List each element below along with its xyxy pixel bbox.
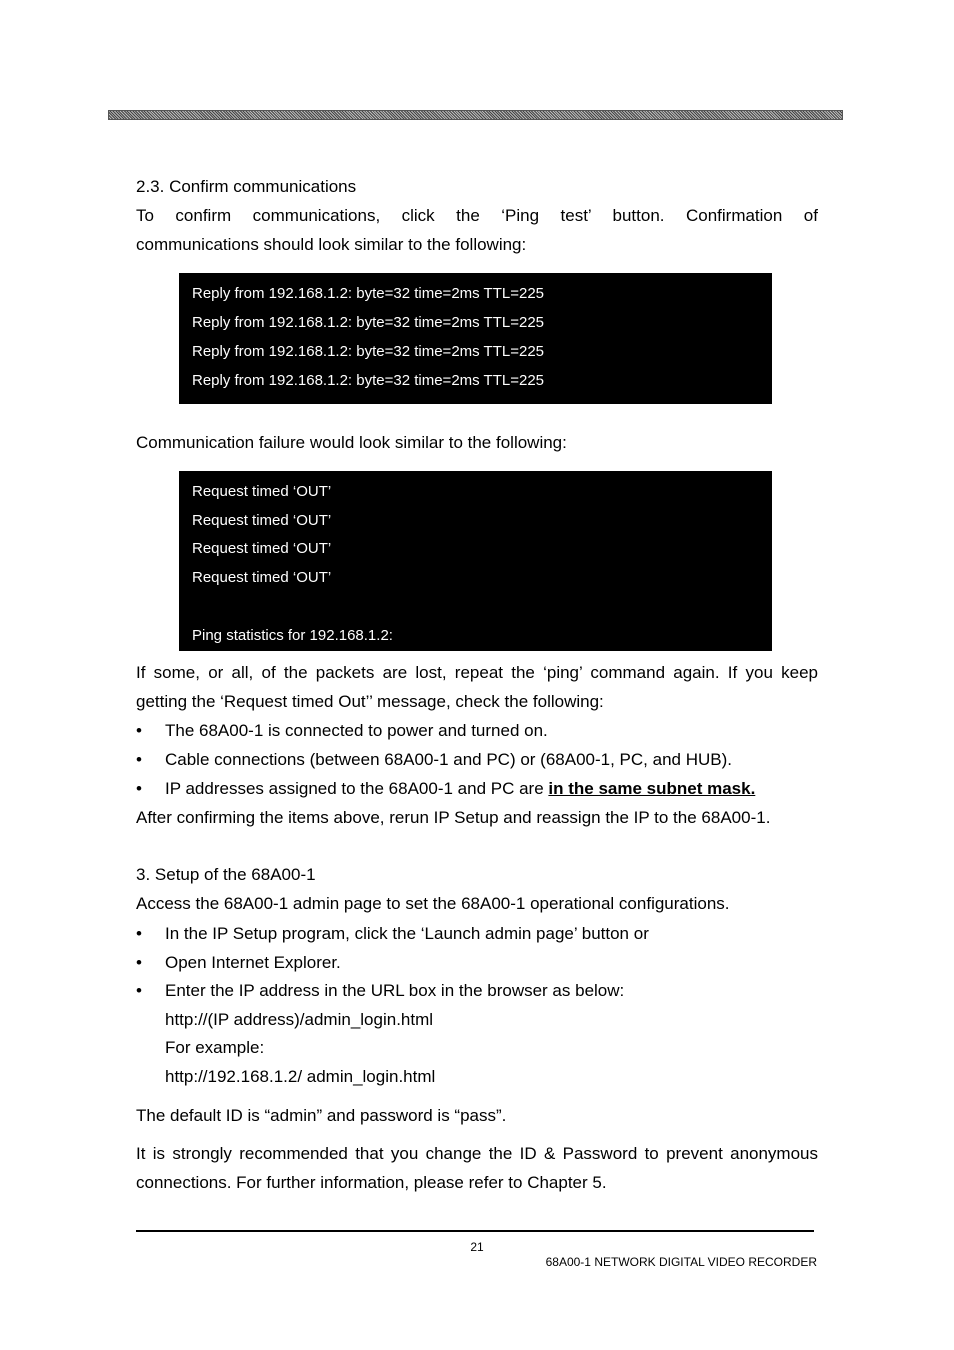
list-item-text: The 68A00-1 is connected to power and turned on. <box>165 721 548 740</box>
console-line: Request timed ‘OUT’ <box>192 512 332 529</box>
paragraph-line: Access the 68A00-1 admin page to set the 68A00-1 operational configurations. <box>136 894 730 913</box>
list-item-text: In the IP Setup program, click the ‘Launch admin page’ button or <box>165 924 649 943</box>
list-item-prefix: IP addresses assigned to the 68A00-1 and PC are <box>165 779 549 798</box>
console-line: Reply from 192.168.1.2: byte=32 time=2ms TTL=225 <box>192 372 545 389</box>
bullet-glyph: • <box>136 750 142 769</box>
example-url: http://192.168.1.2/ admin_login.html <box>165 1067 436 1086</box>
paragraph-line: getting the ‘Request timed Out’’ message, check the following: <box>136 692 604 711</box>
paragraph-line: It is strongly recommended that you change the ID & Password to prevent anonymous <box>136 1144 818 1163</box>
footer-divider <box>136 1230 814 1232</box>
paragraph-line: Communication failure would look similar to the following: <box>136 433 567 452</box>
bullet-glyph: • <box>136 779 142 798</box>
paragraph-line: connections. For further information, please refer to Chapter 5. <box>136 1173 607 1192</box>
section-heading: 3. Setup of the 68A00-1 <box>136 865 316 884</box>
bullet-glyph: • <box>136 924 142 943</box>
example-label: For example: <box>165 1038 265 1057</box>
paragraph-line: The default ID is “admin” and password is “pass”. <box>136 1106 507 1125</box>
bullet-glyph: • <box>136 721 142 740</box>
console-line: Reply from 192.168.1.2: byte=32 time=2ms TTL=225 <box>192 314 545 331</box>
list-item-text <box>165 774 755 803</box>
list-item-text: Open Internet Explorer. <box>165 953 341 972</box>
ping-success-console <box>179 273 772 404</box>
paragraph-line: After confirming the items above, rerun IP Setup and reassign the IP to the 68A00-1. <box>136 808 771 827</box>
list-item-text: Cable connections (between 68A00-1 and PC) or (68A00-1, PC, and HUB). <box>165 750 732 769</box>
bullet-glyph: • <box>136 981 142 1000</box>
header-decorative-bar <box>108 110 843 120</box>
paragraph-line: To confirm communications, click the ‘Ping test’ button. Confirmation of <box>136 206 818 225</box>
list-item-text: Enter the IP address in the URL box in the browser as below: <box>165 981 625 1000</box>
console-line: Request timed ‘OUT’ <box>192 569 332 586</box>
url-template: http://(IP address)/admin_login.html <box>165 1010 434 1029</box>
footer-product-name: 68A00-1 NETWORK DIGITAL VIDEO RECORDER <box>545 1255 817 1269</box>
console-line: Reply from 192.168.1.2: byte=32 time=2ms TTL=225 <box>192 343 545 360</box>
console-stats-line: Ping statistics for 192.168.1.2: <box>192 627 393 644</box>
page-number: 21 <box>470 1240 484 1254</box>
console-line: Reply from 192.168.1.2: byte=32 time=2ms TTL=225 <box>192 285 545 302</box>
console-line: Request timed ‘OUT’ <box>192 483 332 500</box>
paragraph-line: If some, or all, of the packets are lost, repeat the ‘ping’ command again. If you keep <box>136 663 818 682</box>
paragraph-line: communications should look similar to the following: <box>136 235 527 254</box>
section-heading: 2.3. Confirm communications <box>136 177 357 196</box>
console-line: Request timed ‘OUT’ <box>192 540 332 557</box>
emphasis-text: in the same subnet mask. <box>548 779 756 798</box>
bullet-glyph: • <box>136 953 142 972</box>
ping-failure-console <box>179 471 772 651</box>
